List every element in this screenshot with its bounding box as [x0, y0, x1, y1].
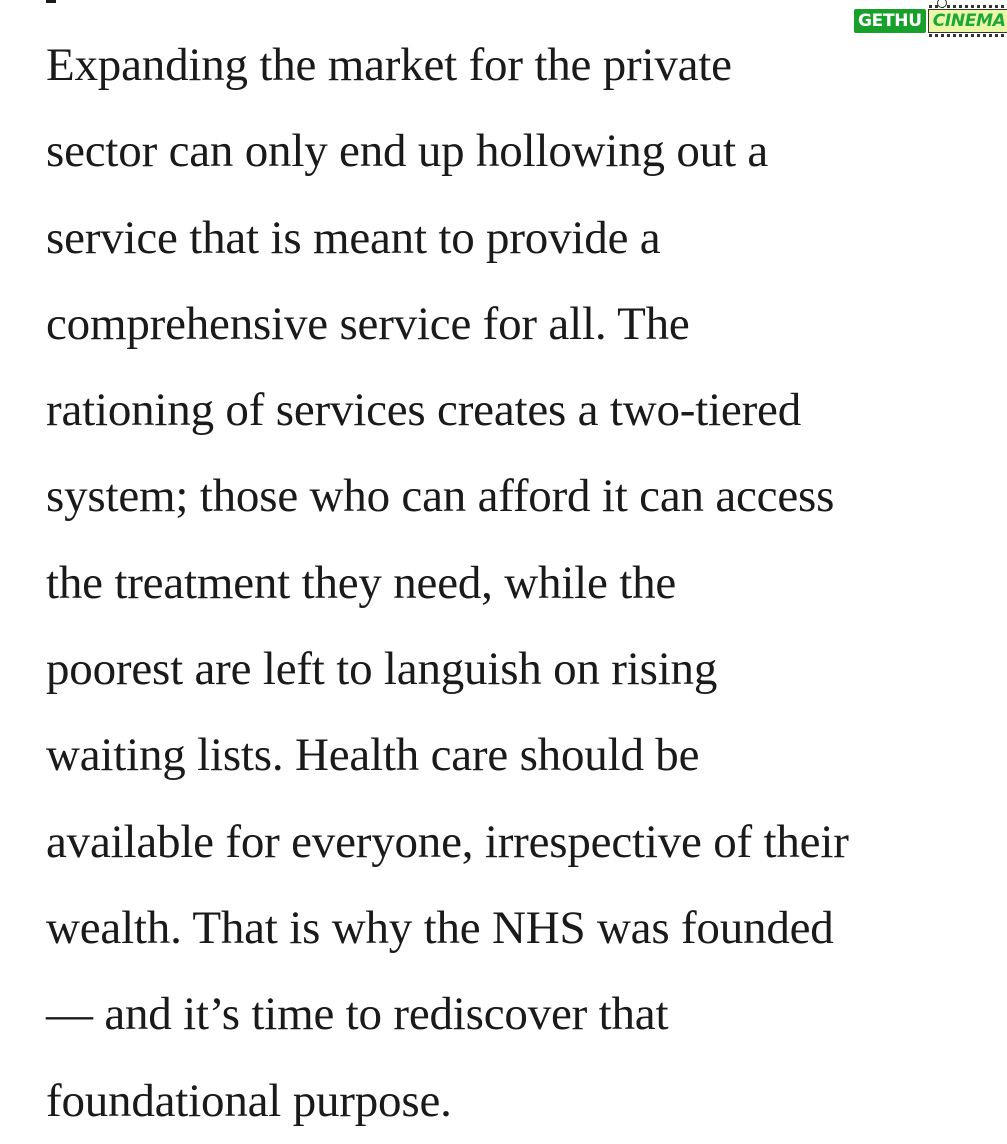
paragraph-line: available for everyone, irrespective of their — [46, 815, 849, 868]
paragraph-line: — and it’s time to rediscover that — [46, 988, 669, 1041]
paragraph-line: Expanding the market for the private — [46, 39, 732, 91]
paragraph-line: the treatment they need, while the — [46, 556, 677, 609]
paragraph-line: poorest are left to languish on rising — [46, 643, 718, 696]
film-reel-icon — [937, 0, 947, 8]
article-paragraph — [46, 22, 976, 1144]
paragraph-line: waiting lists. Health care should be — [46, 729, 700, 782]
paragraph-line: foundational purpose. — [46, 1074, 452, 1127]
paragraph-line: service that is meant to provide a — [46, 211, 661, 264]
paragraph-line: system; those who can afford it can access — [46, 470, 835, 523]
paragraph-line: comprehensive service for all. The — [46, 297, 690, 350]
paragraph-line: rationing of services creates a two-tiered — [46, 384, 802, 437]
top-rule-divider — [46, 0, 56, 3]
watermark-brand-left: GETHU — [854, 9, 926, 33]
paragraph-line: wealth. That is why the NHS was founded — [46, 901, 834, 954]
watermark-brand-right-text: CINEMA — [932, 11, 1006, 31]
paragraph-line: sector can only end up hollowing out a — [46, 125, 769, 178]
